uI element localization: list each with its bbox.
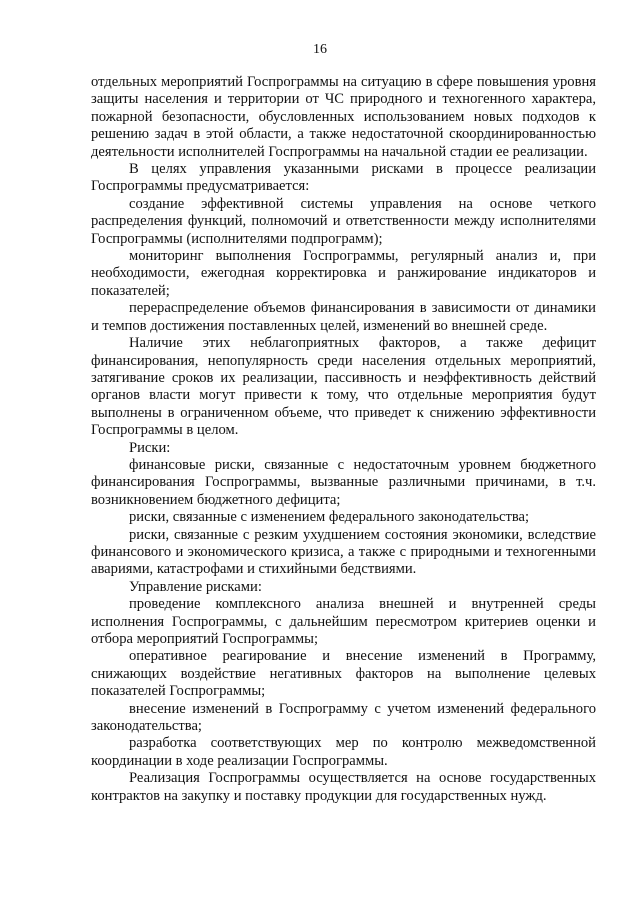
paragraph: оперативное реагирование и внесение изменений в Программу, снижающих воздействие негативных факторов на выполнение целевых показателей Госпрограммы; [91,648,596,700]
paragraph: создание эффективной системы управления на основе четкого распределения функций, полномочий и ответственности между исполнителями Госпрограммы (исполнителями подпрограмм); [91,195,596,247]
paragraph: В целях управления указанными рисками в процессе реализации Госпрограммы предусматривается: [91,161,596,195]
document-body [91,74,596,805]
paragraph: внесение изменений в Госпрограмму с учетом изменений федерального законодательства; [91,700,596,735]
paragraph: мониторинг выполнения Госпрограммы, регулярный анализ и, при необходимости, ежегодная корректировка и ранжирование индикаторов и показателей; [91,248,596,299]
paragraph: перераспределение объемов финансирования в зависимости от динамики и темпов достижения поставленных целей, изменений во внешней среде. [91,300,596,334]
paragraph: Наличие этих неблагоприятных факторов, а также дефицит финансирования, непопулярность среди населения отдельных мероприятий, затягивание сроков их реализации, пассивность и неэффективность действий органов власти могут привести к тому, что отдельные мероприятия будут выполнены в ограниченном объеме, что приведет к снижению эффективности Госпрограммы в целом. [91,335,596,439]
page-number: 16 [313,42,327,57]
paragraph: Управление рисками: [129,578,262,595]
paragraph: риски, связанные с резким ухудшением состояния экономики, вследствие финансового и экономического кризиса, а также с природными и техногенными авариями, катастрофами и стихийными бедствиями. [91,526,596,578]
paragraph: отдельных мероприятий Госпрограммы на ситуацию в сфере повышения уровня защиты населения и территории от ЧС природного и техногенного характера, пожарной безопасности, обусловленных использованием новых подходов к решению задач в этой области, а также недостаточной скоординированностью деятельности исполнителей Госпрограммы на начальной стадии ее реализации. [91,74,596,160]
paragraph: разработка соответствующих мер по контролю межведомственной координации в ходе реализации Госпрограммы. [91,735,596,769]
paragraph: Реализация Госпрограммы осуществляется на основе государственных контрактов на закупку и поставку продукции для государственных нужд. [91,770,596,804]
paragraph: финансовые риски, связанные с недостаточным уровнем бюджетного финансирования Госпрограммы, вызванные различными причинами, в т.ч. возникновением бюджетного дефицита; [91,456,596,508]
paragraph: риски, связанные с изменением федерального законодательства; [129,509,530,526]
paragraph: Риски: [129,439,171,456]
paragraph: проведение комплексного анализа внешней и внутренней среды исполнения Госпрограммы, с дальнейшим пересмотром критериев оценки и отбора мероприятий Госпрограммы; [91,596,596,647]
